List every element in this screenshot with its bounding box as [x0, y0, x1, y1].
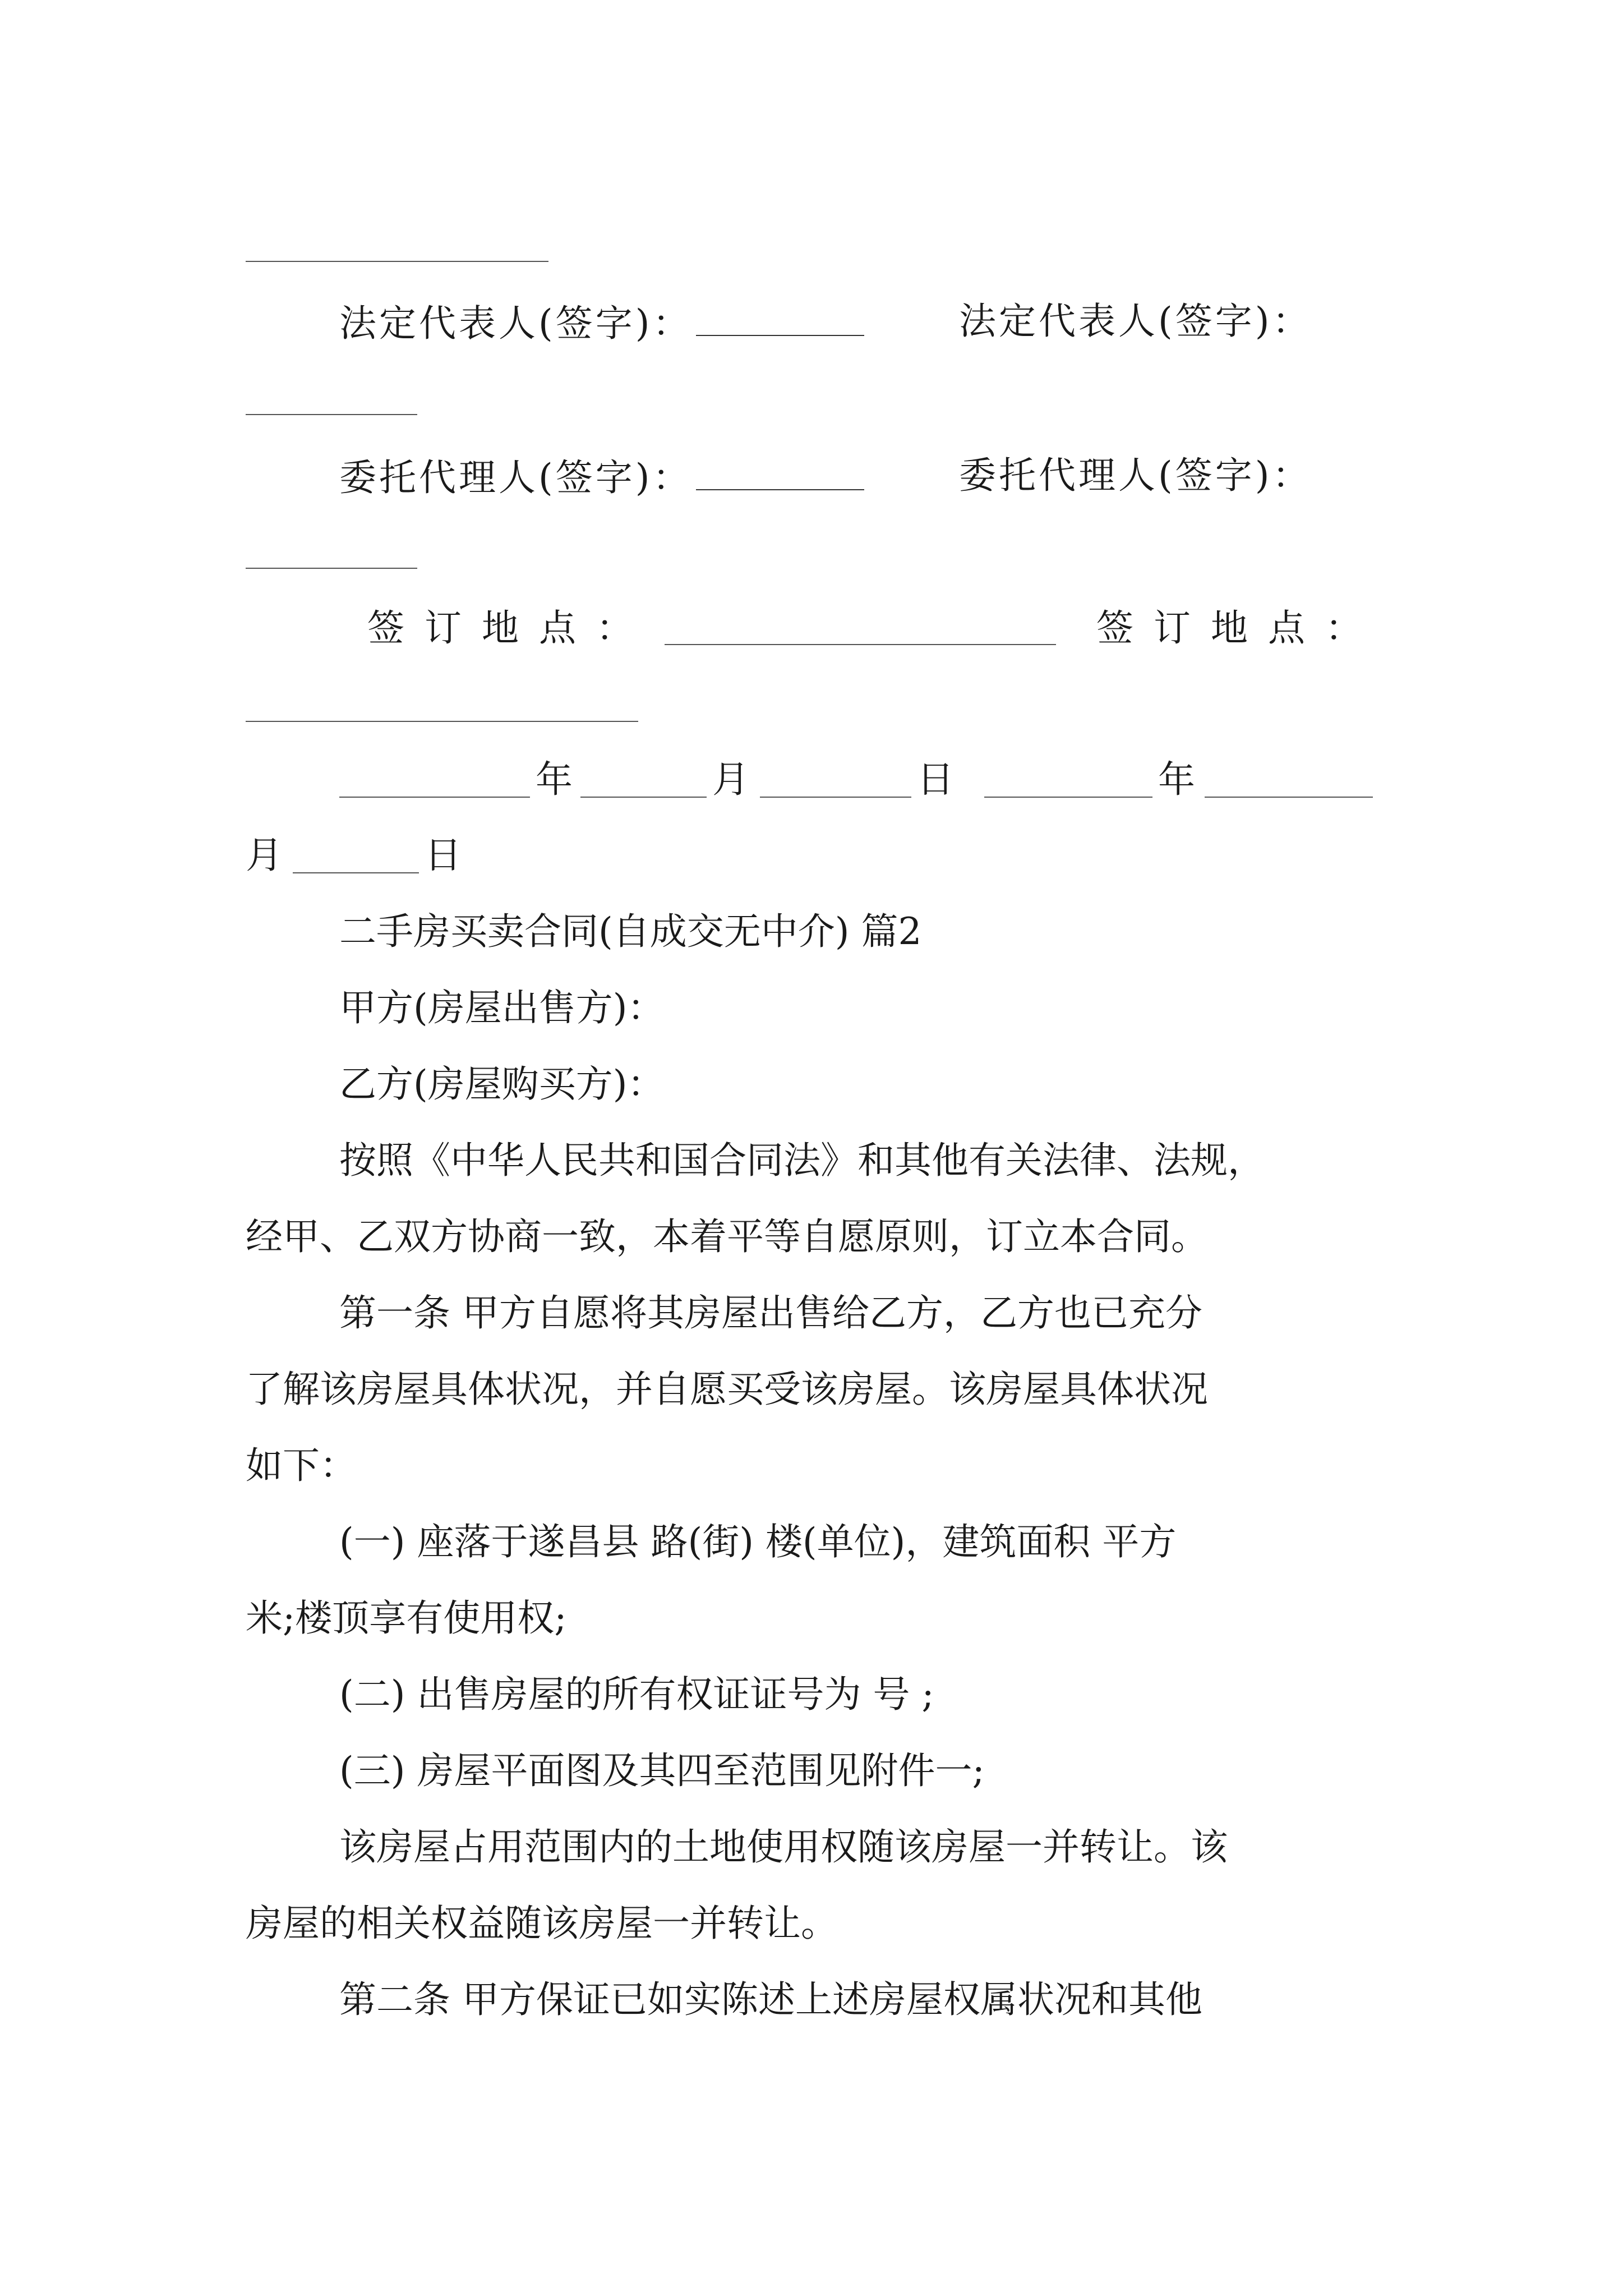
article-2-line-1: 第二条 甲方保证已如实陈述上述房屋权属状况和其他: [339, 1978, 1202, 2021]
day-label-a: 日: [917, 758, 954, 801]
agent-signature-blank-b[interactable]: [246, 568, 417, 569]
month-label-b: 月: [246, 834, 283, 877]
month-label-a: 月: [712, 758, 749, 801]
land-line-2: 房屋的相关权益随该房屋一并转让。: [246, 1902, 838, 1945]
legal-rep-signature-blank-a[interactable]: [696, 299, 864, 336]
agent-row: [339, 453, 868, 498]
party-b-label: 乙方(房屋购买方)：: [339, 1062, 665, 1106]
place-label-a: 签订地点：: [367, 606, 653, 650]
party-a-label: 甲方(房屋出售方)：: [339, 986, 665, 1029]
legal-rep-row: [339, 299, 868, 344]
place-blank-b[interactable]: [246, 721, 638, 722]
month-blank-a[interactable]: [580, 797, 707, 798]
article-1-line-3: 如下：: [246, 1444, 357, 1487]
agent-label-b: 委托代理人(签字)：: [959, 454, 1312, 497]
item-3: (三) 房屋平面图及其四至范围见附件一;: [339, 1749, 985, 1792]
article-1-line-1: 第一条 甲方自愿将其房屋出售给乙方，乙方也已充分: [339, 1291, 1202, 1335]
section-title: 二手房买卖合同(自成交无中介) 篇2: [339, 910, 922, 953]
year-blank-b[interactable]: [984, 797, 1152, 798]
agent-signature-blank-a[interactable]: [696, 453, 864, 490]
agent-label-a: 委托代理人(签字)：: [339, 456, 693, 499]
year-label-b: 年: [1158, 758, 1195, 801]
intro-line-2: 经甲、乙双方协商一致，本着平等自愿原则，订立本合同。: [246, 1215, 1208, 1258]
land-line-1: 该房屋占用范围内的土地使用权随该房屋一并转让。该: [339, 1825, 1228, 1869]
legal-rep-label-b: 法定代表人(签字)：: [959, 300, 1312, 343]
year-blank-a[interactable]: [339, 797, 530, 798]
place-label-b: 签订地点：: [1096, 606, 1382, 650]
signature-blank-line: [246, 261, 548, 262]
place-blank-a[interactable]: [665, 644, 1056, 645]
item-1-line-1: (一) 座落于遂昌县 路(街) 楼(单位)，建筑面积 平方: [339, 1520, 1177, 1563]
article-1-line-2: 了解该房屋具体状况，并自愿买受该房屋。该房屋具体状况: [246, 1368, 1208, 1411]
day-label-b: 日: [425, 834, 462, 877]
legal-rep-signature-blank-b[interactable]: [246, 414, 417, 415]
month-blank-b[interactable]: [1205, 797, 1373, 798]
item-2: (二) 出售房屋的所有权证证号为 号 ;: [339, 1673, 934, 1716]
day-blank-a[interactable]: [760, 797, 911, 798]
item-1-line-2: 米;楼顶享有使用权;: [246, 1596, 567, 1640]
day-blank-b[interactable]: [293, 872, 419, 873]
legal-rep-label-a: 法定代表人(签字)：: [339, 302, 693, 345]
intro-line-1: 按照《中华人民共和国合同法》和其他有关法律、法规，: [339, 1139, 1265, 1182]
year-label-a: 年: [536, 758, 573, 801]
